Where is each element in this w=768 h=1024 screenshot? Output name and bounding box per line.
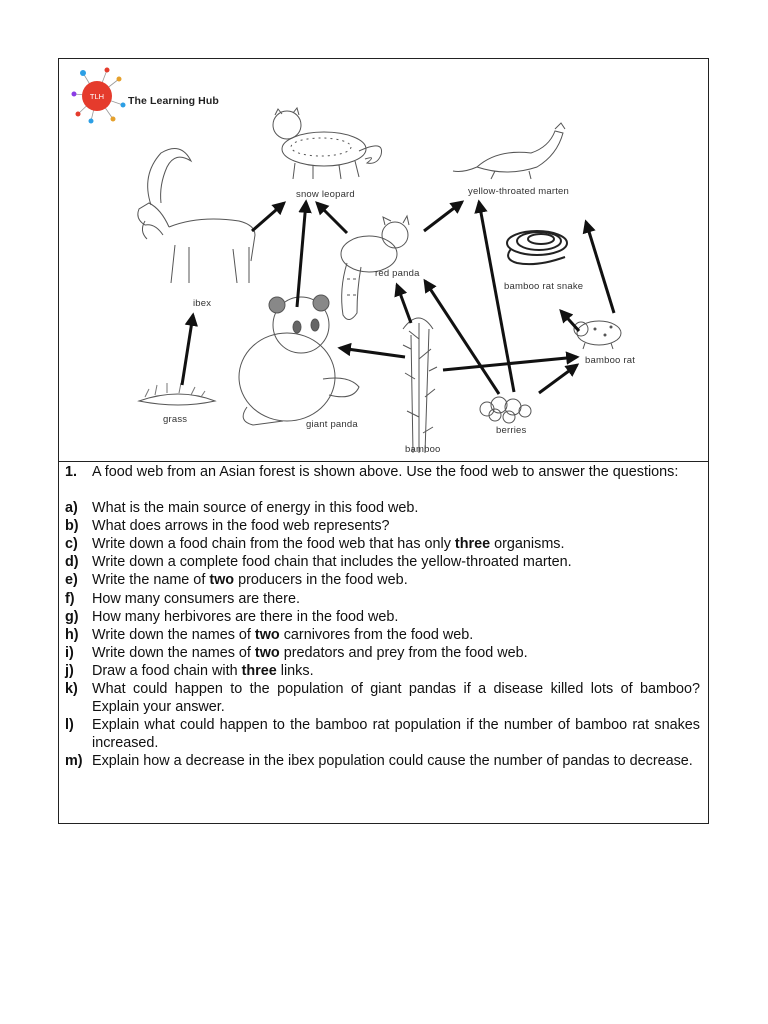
berries-image: [480, 397, 531, 423]
item-label: d): [65, 554, 79, 571]
item-label: i): [65, 644, 74, 661]
item-label: c): [65, 536, 78, 553]
item-label: b): [65, 518, 79, 535]
snow-leopard-image: [273, 108, 382, 179]
label-bamboo-rat-snake: bamboo rat snake: [504, 281, 584, 292]
question-item-h: [65, 626, 700, 644]
label-giant-panda: giant panda: [306, 419, 358, 430]
item-label: m): [65, 753, 83, 770]
ibex-image: [138, 149, 255, 284]
food-web-drawing: [59, 59, 708, 461]
item-text: Explain what could happen to the bamboo rat population if the number of bamboo rat snakes increased.: [92, 717, 700, 752]
item-text: How many consumers are there.: [92, 590, 300, 607]
arrow-bamboo-rat-to-snake: [561, 311, 579, 331]
giant-panda-image: [239, 295, 359, 425]
label-ibex: ibex: [193, 298, 212, 309]
grass-image: [139, 383, 215, 405]
arrow-grass-to-ibex: [182, 315, 193, 385]
label-red-panda: red panda: [375, 268, 420, 279]
item-label: e): [65, 572, 78, 589]
question-item-i: [65, 644, 700, 662]
question-item-b: [65, 517, 700, 535]
question-item-g: [65, 608, 700, 626]
question-number: 1.: [65, 464, 78, 480]
yellow-throated-marten-image: [453, 123, 565, 179]
question-item-c: [65, 535, 700, 553]
item-label: j): [65, 662, 74, 679]
logo-badge-text: TLH: [89, 92, 105, 101]
item-text: What is the main source of energy in this food web.: [92, 500, 419, 517]
bamboo-image: [403, 318, 437, 453]
question-item-a: [65, 499, 700, 517]
label-snow-leopard: snow leopard: [296, 189, 355, 200]
label-bamboo: bamboo: [405, 444, 441, 455]
item-text: Write down the names of two carnivores from the food web.: [92, 626, 474, 643]
question-item-f: [65, 590, 700, 608]
logo-name: The Learning Hub: [128, 95, 219, 107]
question-intro: [65, 463, 700, 481]
question-item-e: [65, 571, 700, 589]
learning-hub-logo: [72, 68, 126, 124]
item-label: f): [65, 590, 75, 607]
bamboo-rat-snake-image: [507, 231, 567, 264]
food-web-figure: [59, 59, 708, 462]
item-text: Write down a food chain from the food web that has only three organisms.: [92, 536, 565, 553]
item-label: h): [65, 626, 79, 643]
item-text: Draw a food chain with three links.: [92, 662, 314, 679]
question-item-k: [65, 680, 700, 716]
arrow-berries-to-red-panda: [425, 281, 499, 394]
arrow-bamboo-to-giant-panda: [340, 348, 405, 357]
label-bamboo-rat: bamboo rat: [585, 355, 636, 366]
question-item-j: [65, 662, 700, 680]
question-item-m: [65, 752, 700, 770]
label-berries: berries: [496, 425, 527, 436]
question-intro-text: A food web from an Asian forest is shown above. Use the food web to answer the questions:: [92, 464, 679, 480]
item-text: What could happen to the population of giant pandas if a disease killed lots of bamboo? Explain your answer.: [92, 681, 700, 716]
bamboo-rat-image: [574, 321, 621, 349]
arrow-red-panda-to-marten: [424, 202, 462, 231]
item-text: Explain how a decrease in the ibex population could cause the number of pandas to decrease.: [92, 753, 693, 770]
food-web-arrows: [182, 202, 614, 394]
item-text: How many herbivores are there in the food web.: [92, 608, 399, 625]
arrow-red-panda-to-snow-leopard: [317, 203, 347, 233]
item-text: Write the name of two producers in the food web.: [92, 572, 408, 589]
item-label: l): [65, 717, 74, 734]
arrow-berries-to-bamboo-rat: [539, 365, 577, 393]
arrow-giant-panda-to-snow-leopard: [297, 202, 306, 307]
label-yellow-throated-marten: yellow-throated marten: [468, 186, 570, 197]
item-label: a): [65, 500, 78, 517]
questions-section: [59, 462, 708, 771]
label-grass: grass: [163, 414, 188, 425]
arrow-ibex-to-snow-leopard: [252, 203, 284, 231]
arrow-bamboo-rat-to-marten: [586, 222, 614, 313]
arrow-bamboo-to-red-panda: [397, 285, 411, 323]
item-text: Write down the names of two predators and prey from the food web.: [92, 644, 528, 661]
item-label: k): [65, 681, 78, 698]
worksheet-frame: [58, 58, 709, 824]
item-text: What does arrows in the food web represents?: [92, 518, 390, 535]
question-item-l: [65, 716, 700, 752]
item-text: Write down a complete food chain that includes the yellow-throated marten.: [92, 554, 572, 571]
question-item-d: [65, 553, 700, 571]
item-label: g): [65, 608, 79, 625]
